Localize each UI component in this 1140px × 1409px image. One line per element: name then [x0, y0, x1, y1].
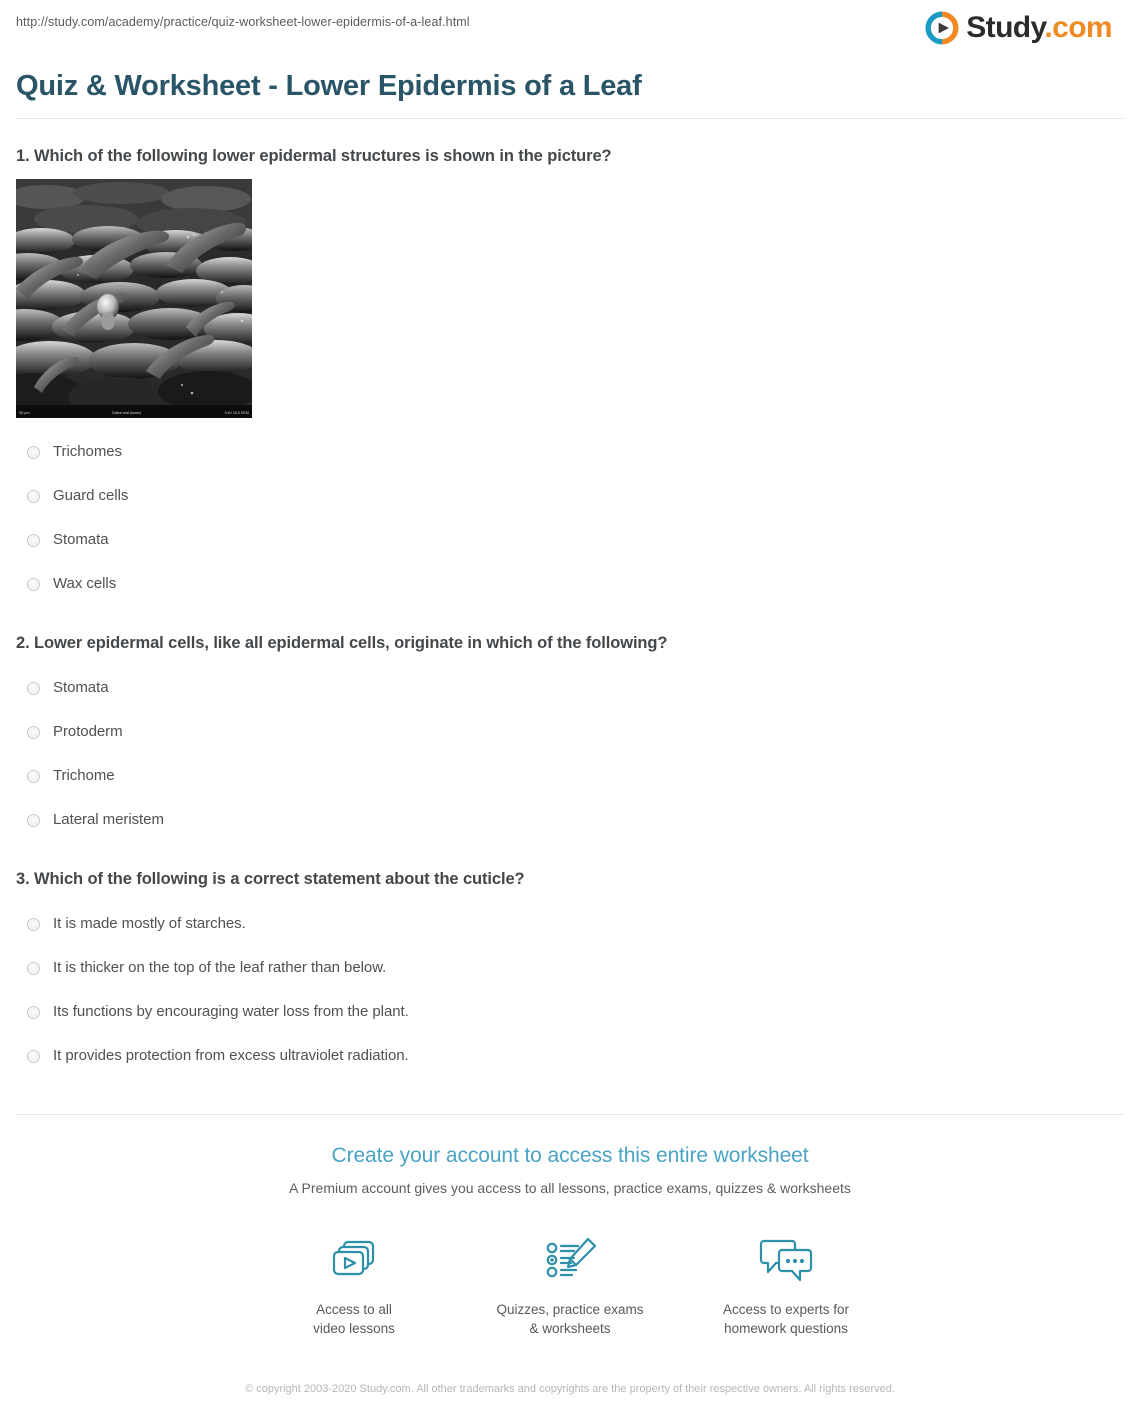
- feature-caption-line1: Access to all: [316, 1302, 392, 1317]
- answer-option[interactable]: [16, 902, 1124, 946]
- answer-option[interactable]: [16, 946, 1124, 990]
- feature-caption: [246, 1300, 462, 1338]
- answer-option-label: Wax cells: [53, 575, 117, 592]
- study-com-logo[interactable]: [925, 11, 1124, 45]
- feature-caption-line2: homework questions: [724, 1321, 848, 1336]
- feature-video-lessons: [246, 1232, 462, 1338]
- quiz-pencil-icon: [462, 1232, 678, 1288]
- figure-scale-label: 50 µm: [19, 410, 30, 415]
- url-bar: http://study.com/academy/practice/quiz-worksheet-lower-epidermis-of-a-leaf.html: [16, 15, 470, 29]
- answer-options: [16, 666, 1124, 842]
- brand-tld: .com: [1044, 11, 1112, 44]
- answer-option[interactable]: [16, 666, 1124, 710]
- answer-option-label: Protoderm: [53, 723, 123, 740]
- radio-button-icon[interactable]: [27, 682, 40, 695]
- answer-option[interactable]: [16, 562, 1124, 606]
- video-lessons-icon: [246, 1232, 462, 1288]
- radio-button-icon[interactable]: [27, 534, 40, 547]
- question-block-2: [16, 632, 1124, 842]
- answer-option[interactable]: [16, 1034, 1124, 1078]
- radio-button-icon[interactable]: [27, 814, 40, 827]
- chat-bubbles-icon: [678, 1232, 894, 1288]
- question-block-3: [16, 868, 1124, 1078]
- create-account-cta: [0, 1115, 1140, 1398]
- feature-quizzes: [462, 1232, 678, 1338]
- radio-button-icon[interactable]: [27, 578, 40, 591]
- figure-sample-label: Cotton leaf (lower): [112, 410, 142, 415]
- answer-option-label: Lateral meristem: [53, 811, 164, 828]
- answer-option[interactable]: [16, 754, 1124, 798]
- answer-option[interactable]: [16, 798, 1124, 842]
- radio-button-icon[interactable]: [27, 1006, 40, 1019]
- question-text: 1. Which of the following lower epidermal structures is shown in the picture?: [16, 147, 612, 165]
- page-header: [0, 0, 1140, 58]
- radio-button-icon[interactable]: [27, 770, 40, 783]
- page-title: Quiz & Worksheet - Lower Epidermis of a Leaf: [16, 70, 642, 102]
- cta-headline-link[interactable]: Create your account to access this entire worksheet: [331, 1144, 809, 1167]
- radio-button-icon[interactable]: [27, 726, 40, 739]
- brand-wordmark: [966, 13, 1112, 43]
- answer-option-label: Stomata: [53, 531, 109, 548]
- answer-option-label: Guard cells: [53, 487, 129, 504]
- answer-option[interactable]: [16, 990, 1124, 1034]
- answer-options: [16, 902, 1124, 1078]
- answer-option-label: Stomata: [53, 679, 109, 696]
- feature-experts: [678, 1232, 894, 1338]
- answer-option-label: Trichome: [53, 767, 115, 784]
- figure-metadata-bar: [16, 407, 252, 418]
- copyright-notice: © copyright 2003-2020 Study.com. All other trademarks and copyrights are the property of their respective owners. All rights reserved.: [245, 1383, 895, 1395]
- radio-button-icon[interactable]: [27, 446, 40, 459]
- answer-option[interactable]: [16, 474, 1124, 518]
- answer-option[interactable]: [16, 710, 1124, 754]
- answer-option-label: Trichomes: [53, 443, 123, 460]
- answer-option-label: Its functions by encouraging water loss from the plant.: [53, 1003, 409, 1020]
- feature-caption: [678, 1300, 894, 1338]
- brand-name: Study: [966, 11, 1045, 44]
- question-text: 3. Which of the following is a correct statement about the cuticle?: [16, 870, 525, 888]
- answer-option-label: It provides protection from excess ultraviolet radiation.: [53, 1047, 409, 1064]
- radio-button-icon[interactable]: [27, 490, 40, 503]
- question-text: 2. Lower epidermal cells, like all epidermal cells, originate in which of the following?: [16, 634, 668, 652]
- answer-option-label: It is thicker on the top of the leaf rather than below.: [53, 959, 387, 976]
- radio-button-icon[interactable]: [27, 962, 40, 975]
- answer-options: [16, 430, 1124, 606]
- figure-instrument-label: 5 kV 15.0 SEM: [224, 410, 249, 415]
- answer-option[interactable]: [16, 518, 1124, 562]
- cta-subheadline: A Premium account gives you access to all lessons, practice exams, quizzes & worksheets: [289, 1180, 851, 1196]
- premium-features-list: [0, 1232, 1140, 1338]
- feature-caption-line2: & worksheets: [529, 1321, 611, 1336]
- question-figure-image: [16, 179, 252, 418]
- quiz-body: [0, 145, 1140, 1078]
- radio-button-icon[interactable]: [27, 918, 40, 931]
- answer-option[interactable]: [16, 430, 1124, 474]
- question-block-1: [16, 145, 1124, 606]
- feature-caption-line2: video lessons: [313, 1321, 395, 1336]
- feature-caption-line1: Access to experts for: [722, 1302, 850, 1317]
- title-divider: [16, 118, 1124, 119]
- answer-option-label: It is made mostly of starches.: [53, 915, 246, 932]
- feature-caption: [462, 1300, 678, 1338]
- radio-button-icon[interactable]: [27, 1050, 40, 1063]
- study-play-circle-icon: [925, 11, 959, 45]
- feature-caption-line1: Quizzes, practice exams: [496, 1302, 644, 1317]
